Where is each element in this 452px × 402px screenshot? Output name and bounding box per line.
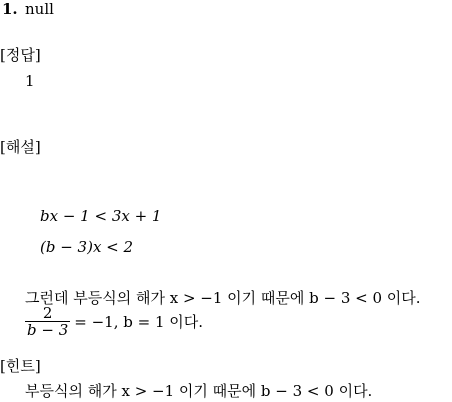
equation-1: bx − 1 < 3x + 1 [40,207,162,225]
explanation-line-2 [25,305,203,338]
fraction-numerator: 2 [42,304,53,322]
hint-label: [힌트] [0,357,41,375]
answer-label: [정답] [0,46,41,64]
explanation-line-2-text: = −1, b = 1 이다. [74,313,204,331]
question-text: null [25,0,54,18]
equation-2: (b − 3)x < 2 [40,238,134,256]
question-number: 1. [2,0,18,18]
fraction [25,305,70,338]
hint-text: 부등식의 해가 x > −1 이기 때문에 b − 3 < 0 이다. [25,382,373,400]
fraction-denominator: b − 3 [27,321,69,339]
explanation-label: [해설] [0,138,41,156]
answer-value: 1 [25,72,35,90]
explanation-line-1: 그런데 부등식의 해가 x > −1 이기 때문에 b − 3 < 0 이다. [25,289,421,307]
